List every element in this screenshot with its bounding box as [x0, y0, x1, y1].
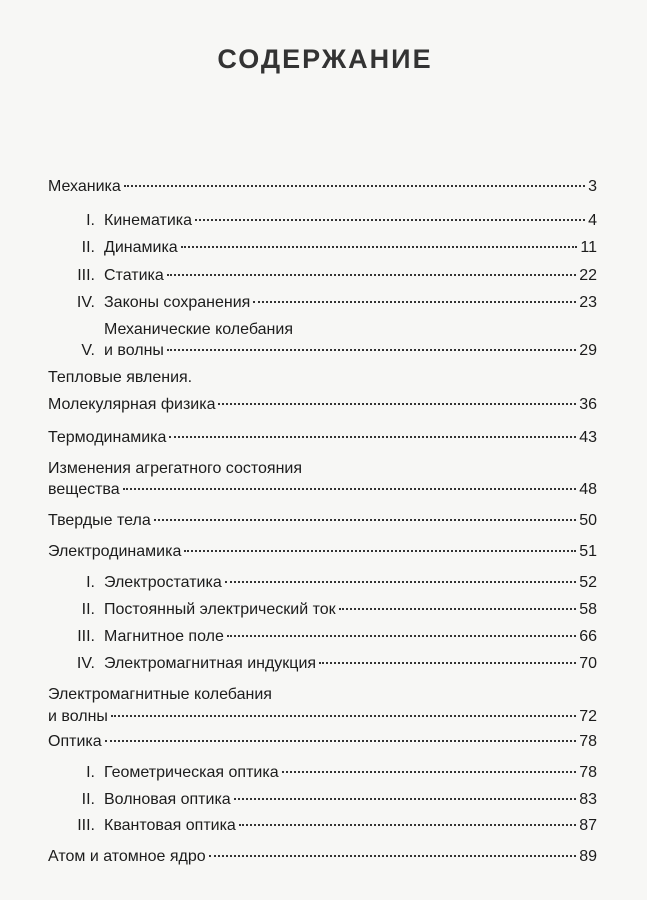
- toc-entry-title: Электростатика: [104, 574, 222, 591]
- toc-entry-title: Динамика: [104, 239, 178, 256]
- page-number: 58: [579, 601, 597, 618]
- dot-leader: [209, 855, 577, 857]
- dot-leader: [227, 635, 576, 637]
- dot-leader: [184, 550, 576, 552]
- toc-entry[interactable]: [48, 511, 597, 531]
- page-number: 52: [579, 574, 597, 591]
- dot-leader: [239, 824, 576, 826]
- toc-entry[interactable]: [48, 480, 597, 500]
- toc-entry[interactable]: [48, 542, 597, 562]
- toc-entry[interactable]: [60, 341, 597, 361]
- toc-entry[interactable]: [60, 763, 597, 783]
- toc-entry-title: и волны: [48, 708, 108, 725]
- dot-leader: [282, 771, 577, 773]
- section-numeral: V.: [81, 342, 95, 359]
- page-number: 70: [579, 655, 597, 672]
- dot-leader: [167, 274, 576, 276]
- toc-entry[interactable]: [60, 816, 597, 836]
- toc-entry[interactable]: [48, 177, 597, 197]
- page-number: 36: [579, 396, 597, 413]
- toc-entry-title-line: Механические колебания: [104, 321, 293, 338]
- toc-entry-title: Твердые тела: [48, 512, 151, 529]
- toc-entry[interactable]: [60, 790, 597, 810]
- section-numeral: I.: [86, 764, 95, 781]
- page-number: 4: [588, 212, 597, 229]
- toc-entry[interactable]: [60, 238, 597, 258]
- page-number: 66: [579, 628, 597, 645]
- toc-entry-title: Молекулярная физика: [48, 396, 216, 413]
- toc-entry-title: и волны: [104, 342, 164, 359]
- toc-entry-title: Оптика: [48, 733, 102, 750]
- toc-entry[interactable]: [60, 627, 597, 647]
- toc-entry-title: Статика: [104, 267, 164, 284]
- section-numeral: III.: [77, 628, 95, 645]
- toc-entry[interactable]: [48, 395, 597, 415]
- toc-entry-title: Электродинамика: [48, 543, 182, 560]
- page-number: 22: [579, 267, 597, 284]
- toc-entry-title: Волновая оптика: [104, 791, 231, 808]
- toc-entry-title: Атом и атомное ядро: [48, 848, 206, 865]
- page-number: 83: [579, 791, 597, 808]
- dot-leader: [253, 301, 576, 303]
- toc-entry[interactable]: [60, 266, 597, 286]
- section-numeral: IV.: [76, 294, 95, 311]
- section-numeral: I.: [86, 212, 95, 229]
- page-number: 89: [579, 848, 597, 865]
- toc-entry[interactable]: [60, 600, 597, 620]
- section-numeral: II.: [81, 791, 95, 808]
- toc-entry[interactable]: [60, 573, 597, 593]
- page-number: 78: [579, 733, 597, 750]
- section-numeral: III.: [77, 267, 95, 284]
- toc-entry-title-line: Изменения агрегатного состояния: [48, 460, 303, 477]
- dot-leader: [181, 246, 578, 248]
- page-number: 11: [580, 239, 597, 256]
- dot-leader: [319, 662, 576, 664]
- toc-entry[interactable]: [60, 654, 597, 674]
- section-numeral: III.: [77, 817, 95, 834]
- page-number: 78: [579, 764, 597, 781]
- section-numeral: I.: [86, 574, 95, 591]
- toc-entry[interactable]: [48, 732, 597, 752]
- dot-leader: [225, 581, 576, 583]
- dot-leader: [154, 519, 576, 521]
- toc-entry-title: Механика: [48, 178, 121, 195]
- toc-entry-title: Законы сохранения: [104, 294, 251, 311]
- dot-leader: [218, 403, 576, 405]
- page-number: 87: [579, 817, 597, 834]
- toc-entry-title: Постоянный электрический ток: [104, 601, 336, 618]
- page-number: 29: [579, 342, 597, 359]
- toc-entry-title: Электромагнитная индукция: [104, 655, 317, 672]
- dot-leader: [339, 608, 577, 610]
- dot-leader: [111, 715, 576, 717]
- toc-entry[interactable]: [48, 707, 597, 727]
- toc-entry-title: Термодинамика: [48, 429, 167, 446]
- page-number: 48: [579, 481, 597, 498]
- dot-leader: [169, 436, 576, 438]
- toc-entry-title-line: Тепловые явления.: [48, 369, 193, 386]
- page-title: СОДЕРЖАНИЕ: [217, 44, 433, 74]
- dot-leader: [124, 185, 585, 187]
- dot-leader: [234, 798, 577, 800]
- page-number: 72: [579, 708, 597, 725]
- dot-leader: [195, 219, 585, 221]
- page-number: 3: [588, 178, 597, 195]
- dot-leader: [167, 349, 576, 351]
- toc-entry[interactable]: [48, 847, 597, 867]
- page-number: 43: [579, 429, 597, 446]
- toc-entry[interactable]: [48, 428, 597, 448]
- dot-leader: [123, 488, 577, 490]
- toc-entry-title: вещества: [48, 481, 120, 498]
- section-numeral: II.: [81, 601, 95, 618]
- toc-entry-title: Магнитное поле: [104, 628, 224, 645]
- toc-entry-title: Кинематика: [104, 212, 193, 229]
- toc-entry-title: Квантовая оптика: [104, 817, 236, 834]
- toc-entry[interactable]: [60, 293, 597, 313]
- page-number: 51: [579, 543, 597, 560]
- toc-entry-title: Геометрическая оптика: [104, 764, 279, 781]
- page-number: 23: [579, 294, 597, 311]
- section-numeral: IV.: [76, 655, 95, 672]
- section-numeral: II.: [81, 239, 95, 256]
- toc-entry[interactable]: [60, 211, 597, 231]
- toc-entry-title-line: Электромагнитные колебания: [48, 686, 272, 703]
- page-number: 50: [579, 512, 597, 529]
- dot-leader: [105, 740, 577, 742]
